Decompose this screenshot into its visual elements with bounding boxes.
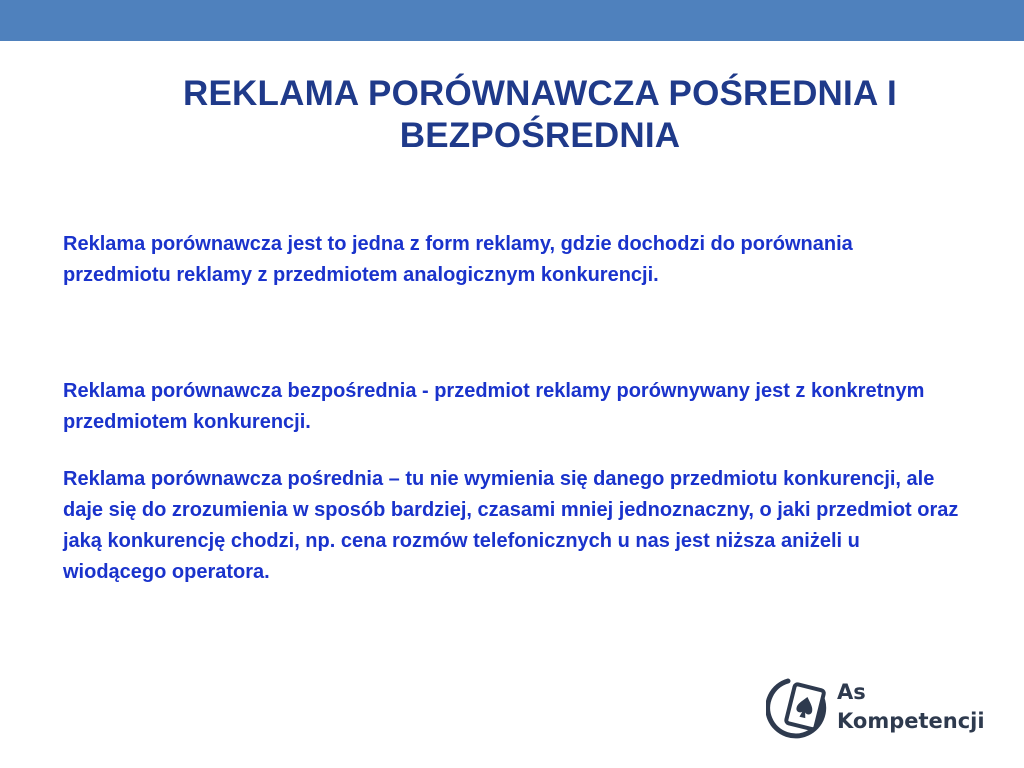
logo-line-1: As [837,680,866,704]
top-accent-bar [0,0,1024,41]
logo-wordmark [837,678,985,736]
paragraph-direct: Reklama porównawcza bezpośrednia - przedmiot reklamy porównywany jest z konkretnym przedmiotem konkurencji. [63,380,925,433]
as-kompetencji-logo [766,673,1006,747]
spade-card-icon [766,673,832,747]
paragraph-definition: Reklama porównawcza jest to jedna z form reklamy, gdzie dochodzi do porównania przedmiotu reklamy z przedmiotem analogicznym konkurencji. [63,233,853,286]
paragraph-indirect: Reklama porównawcza pośrednia – tu nie wymienia się danego przedmiotu konkurencji, ale daje się do zrozumienia w sposób bardziej, czasami mniej jednoznaczny, o jaki przedmiot oraz jaką konkurencję chodzi, np. cena rozmów telefonicznych u nas jest niższa aniżeli u wiodącego operatora. [63,468,959,583]
slide-title: REKLAMA PORÓWNAWCZA POŚREDNIA I BEZPOŚREDNIA [183,74,897,155]
logo-line-2: Kompetencji [837,709,985,733]
